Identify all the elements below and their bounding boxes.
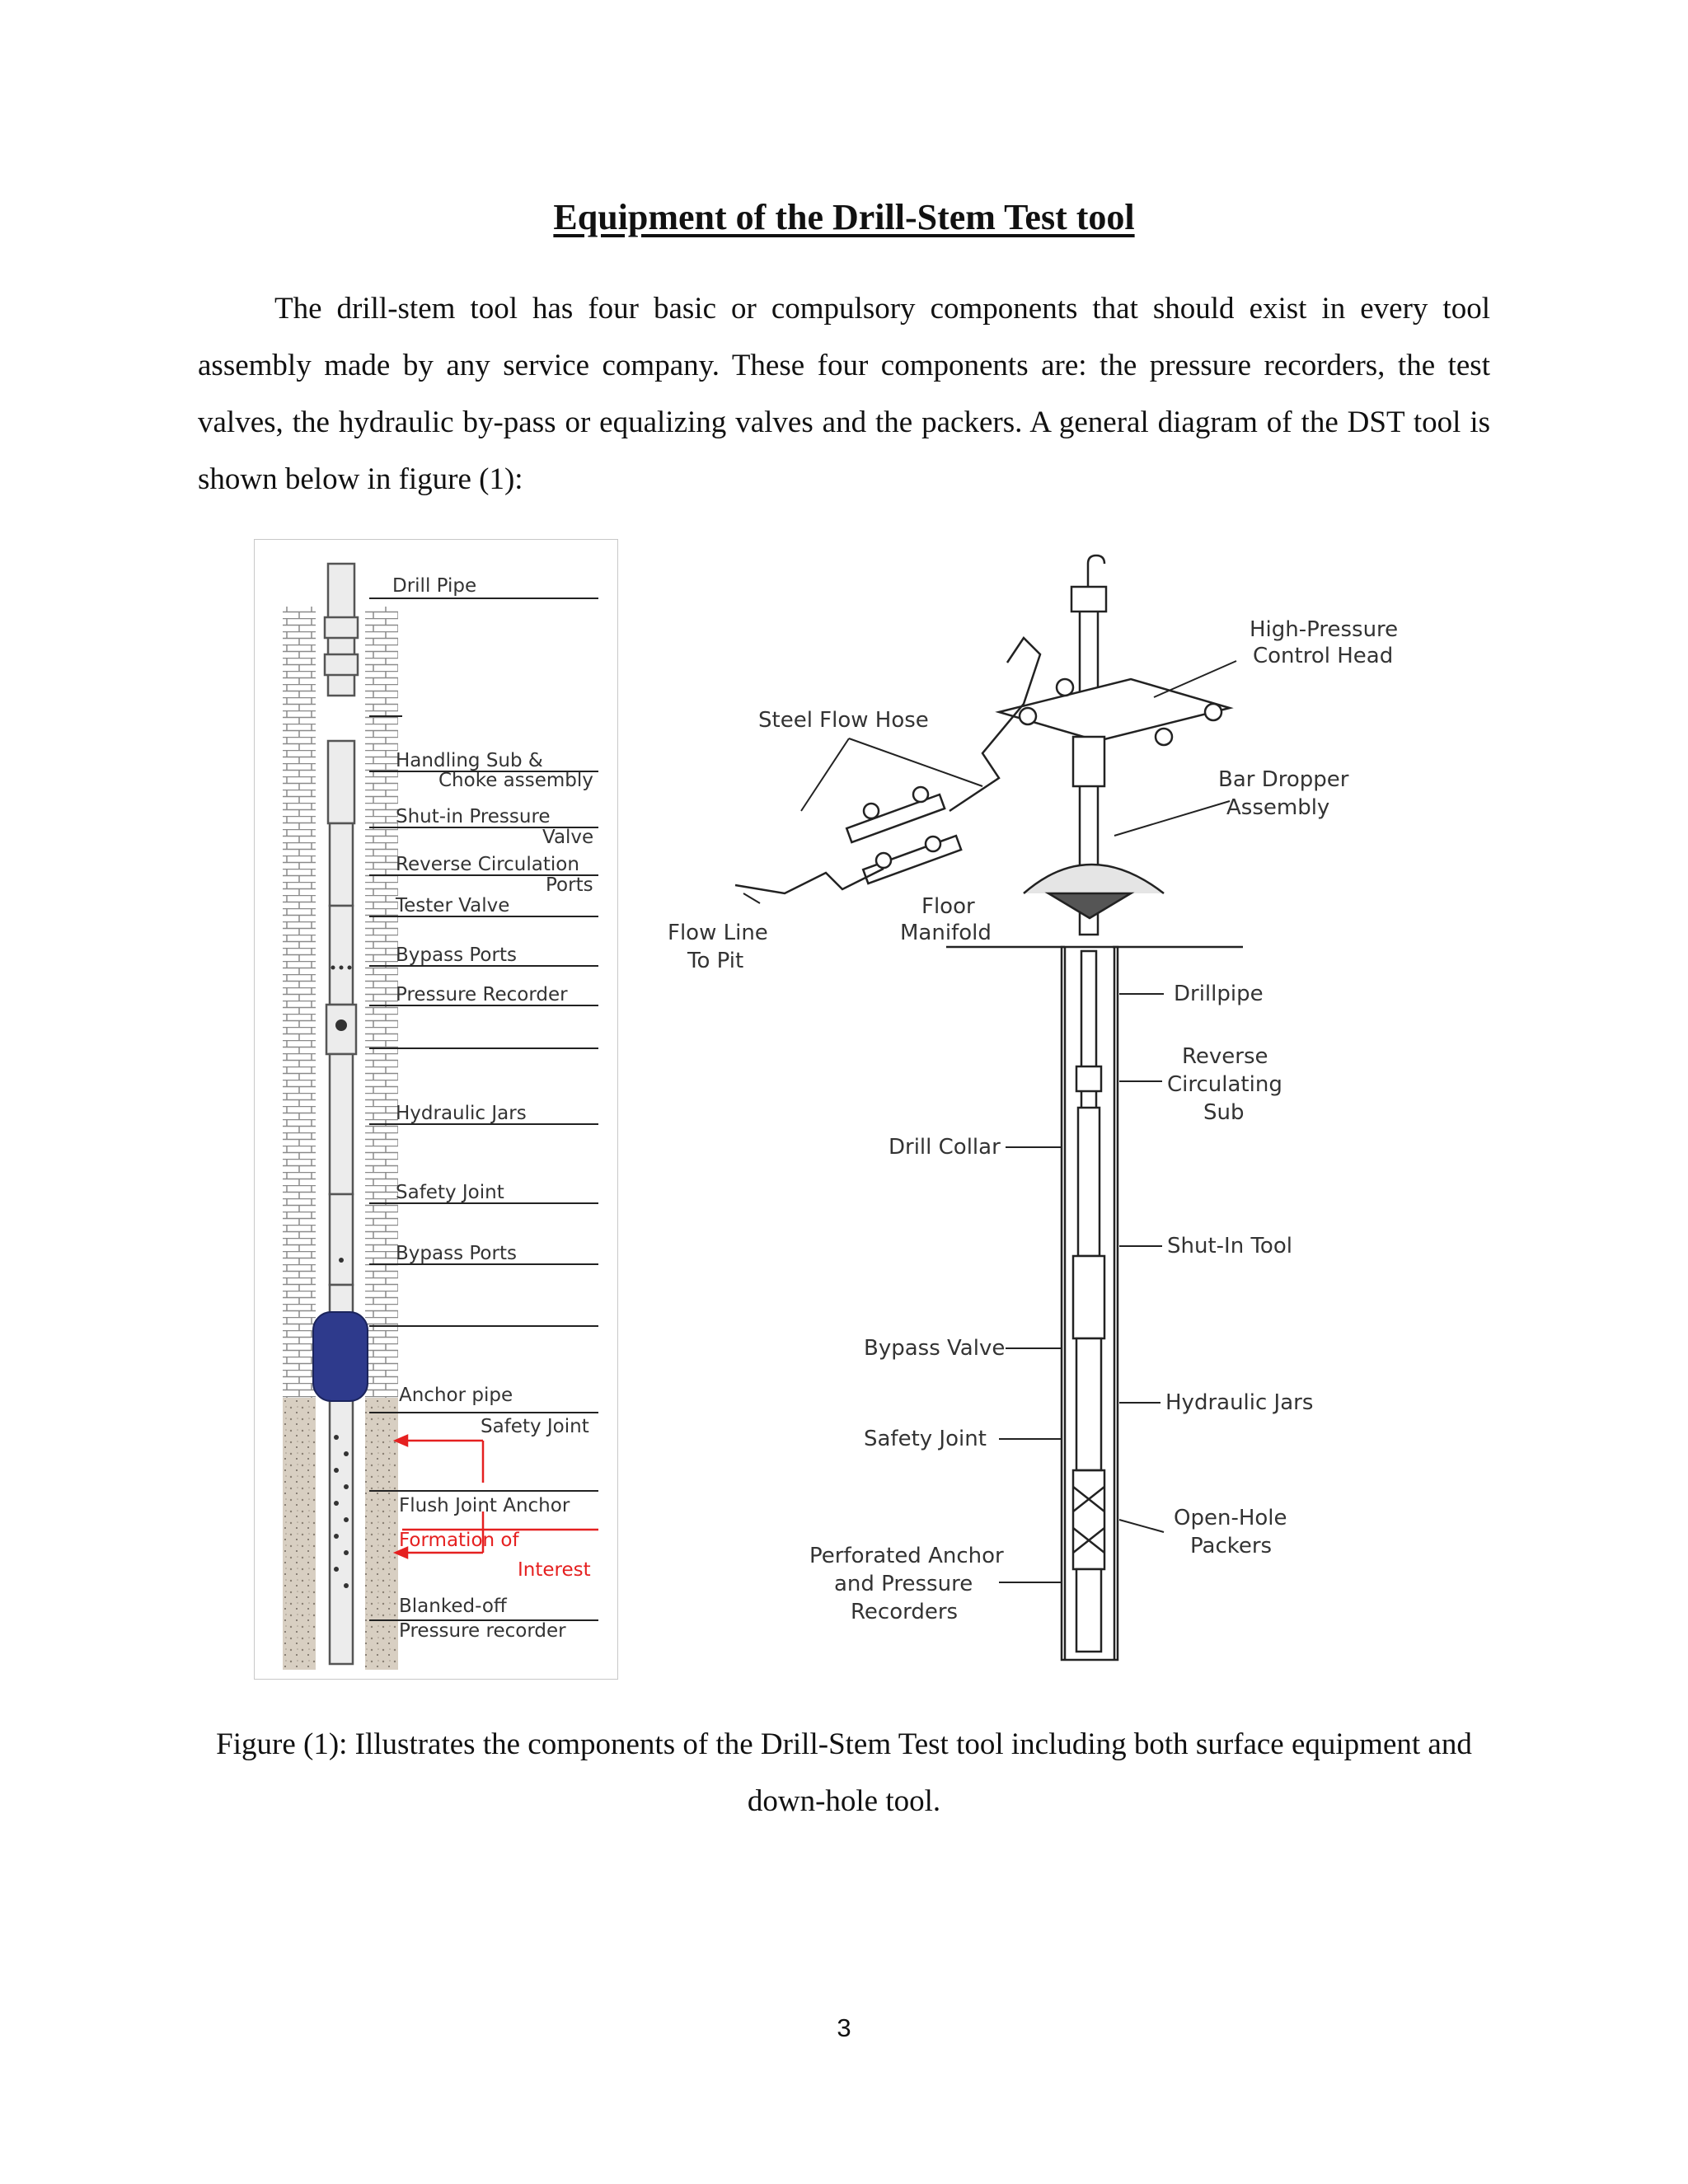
label-shut-in-tool: Shut-In Tool	[1167, 1234, 1292, 1258]
label-pressure-recorder: Pressure Recorder	[396, 984, 568, 1005]
label-bypass-ports-1: Bypass Ports	[396, 944, 517, 966]
casing-wall-left	[283, 607, 316, 1398]
label-reverse-circulation: Reverse Circulation	[396, 854, 579, 875]
label-sub: Sub	[1203, 1100, 1245, 1125]
dst-surface-equipment-diagram	[636, 539, 1441, 1680]
formation-left	[283, 1398, 316, 1670]
body-paragraph: The drill-stem tool has four basic or compulsory components that should exist in every tool assembly made by any service company. These four components are: the pressure recorders, the test valves, the hydraulic by-pass or equalizing valves and the packers. A general diagram of the DST tool is shown below in figure (1):	[198, 292, 1490, 496]
label-high-pressure: High-Pressure	[1250, 617, 1399, 642]
label-drill-collar: Drill Collar	[889, 1135, 1001, 1160]
label-flush-joint-anchor: Flush Joint Anchor	[399, 1495, 570, 1516]
page-title: Equipment of the Drill-Stem Test tool	[553, 197, 1135, 237]
label-reverse-ports: Ports	[546, 874, 593, 896]
label-shut-in-valve: Valve	[542, 827, 594, 848]
label-bypass-valve: Bypass Valve	[864, 1336, 1006, 1361]
label-bypass-ports-2: Bypass Ports	[396, 1243, 517, 1264]
label-hydraulic-jars: Hydraulic Jars	[396, 1103, 527, 1124]
label-floor: Floor	[921, 894, 975, 919]
label-safety-joint-right: Safety Joint	[864, 1427, 987, 1451]
label-control-head: Control Head	[1253, 644, 1394, 668]
label-handling-sub: Handling Sub &	[396, 750, 543, 771]
label-packers: Packers	[1190, 1534, 1273, 1558]
label-circulating: Circulating	[1167, 1072, 1282, 1097]
label-drillpipe: Drillpipe	[1174, 982, 1264, 1006]
label-perforated-anchor: Perforated Anchor	[809, 1544, 1004, 1568]
label-tester-valve: Tester Valve	[396, 895, 510, 916]
label-open-hole: Open-Hole	[1174, 1506, 1287, 1530]
label-manifold: Manifold	[900, 921, 992, 945]
label-blanked-off: Blanked-off	[399, 1596, 507, 1617]
label-safety-joint-1: Safety Joint	[396, 1182, 504, 1203]
label-drill-pipe: Drill Pipe	[392, 575, 477, 597]
casing-wall-right	[365, 607, 398, 1398]
label-reverse: Reverse	[1182, 1044, 1268, 1069]
figure-caption: Figure (1): Illustrates the components of the Drill-Stem Test tool including both surface equipment and down-hole tool.	[216, 1727, 1472, 1818]
label-pressure-recorder-2: Pressure recorder	[399, 1620, 566, 1642]
label-hydraulic-jars-right: Hydraulic Jars	[1165, 1390, 1314, 1415]
formation-right	[365, 1398, 398, 1670]
packer	[313, 1312, 368, 1401]
label-formation-of: Formation of	[399, 1530, 519, 1551]
label-recorders: Recorders	[851, 1600, 959, 1624]
label-to-pit: To Pit	[687, 949, 744, 973]
label-shut-in-pressure: Shut-in Pressure	[396, 806, 551, 827]
label-and-pressure: and Pressure	[834, 1572, 973, 1596]
label-steel-flow-hose: Steel Flow Hose	[758, 708, 929, 733]
label-choke-assembly: Choke assembly	[438, 770, 593, 791]
dst-tool-string-diagram	[254, 539, 618, 1680]
page-number: 3	[837, 2013, 851, 2042]
label-anchor-pipe: Anchor pipe	[399, 1385, 513, 1406]
label-assembly: Assembly	[1226, 795, 1330, 820]
label-bar-dropper: Bar Dropper	[1218, 767, 1349, 792]
label-safety-joint-2: Safety Joint	[481, 1416, 589, 1437]
label-interest: Interest	[518, 1559, 591, 1581]
label-flow-line: Flow Line	[668, 921, 768, 945]
